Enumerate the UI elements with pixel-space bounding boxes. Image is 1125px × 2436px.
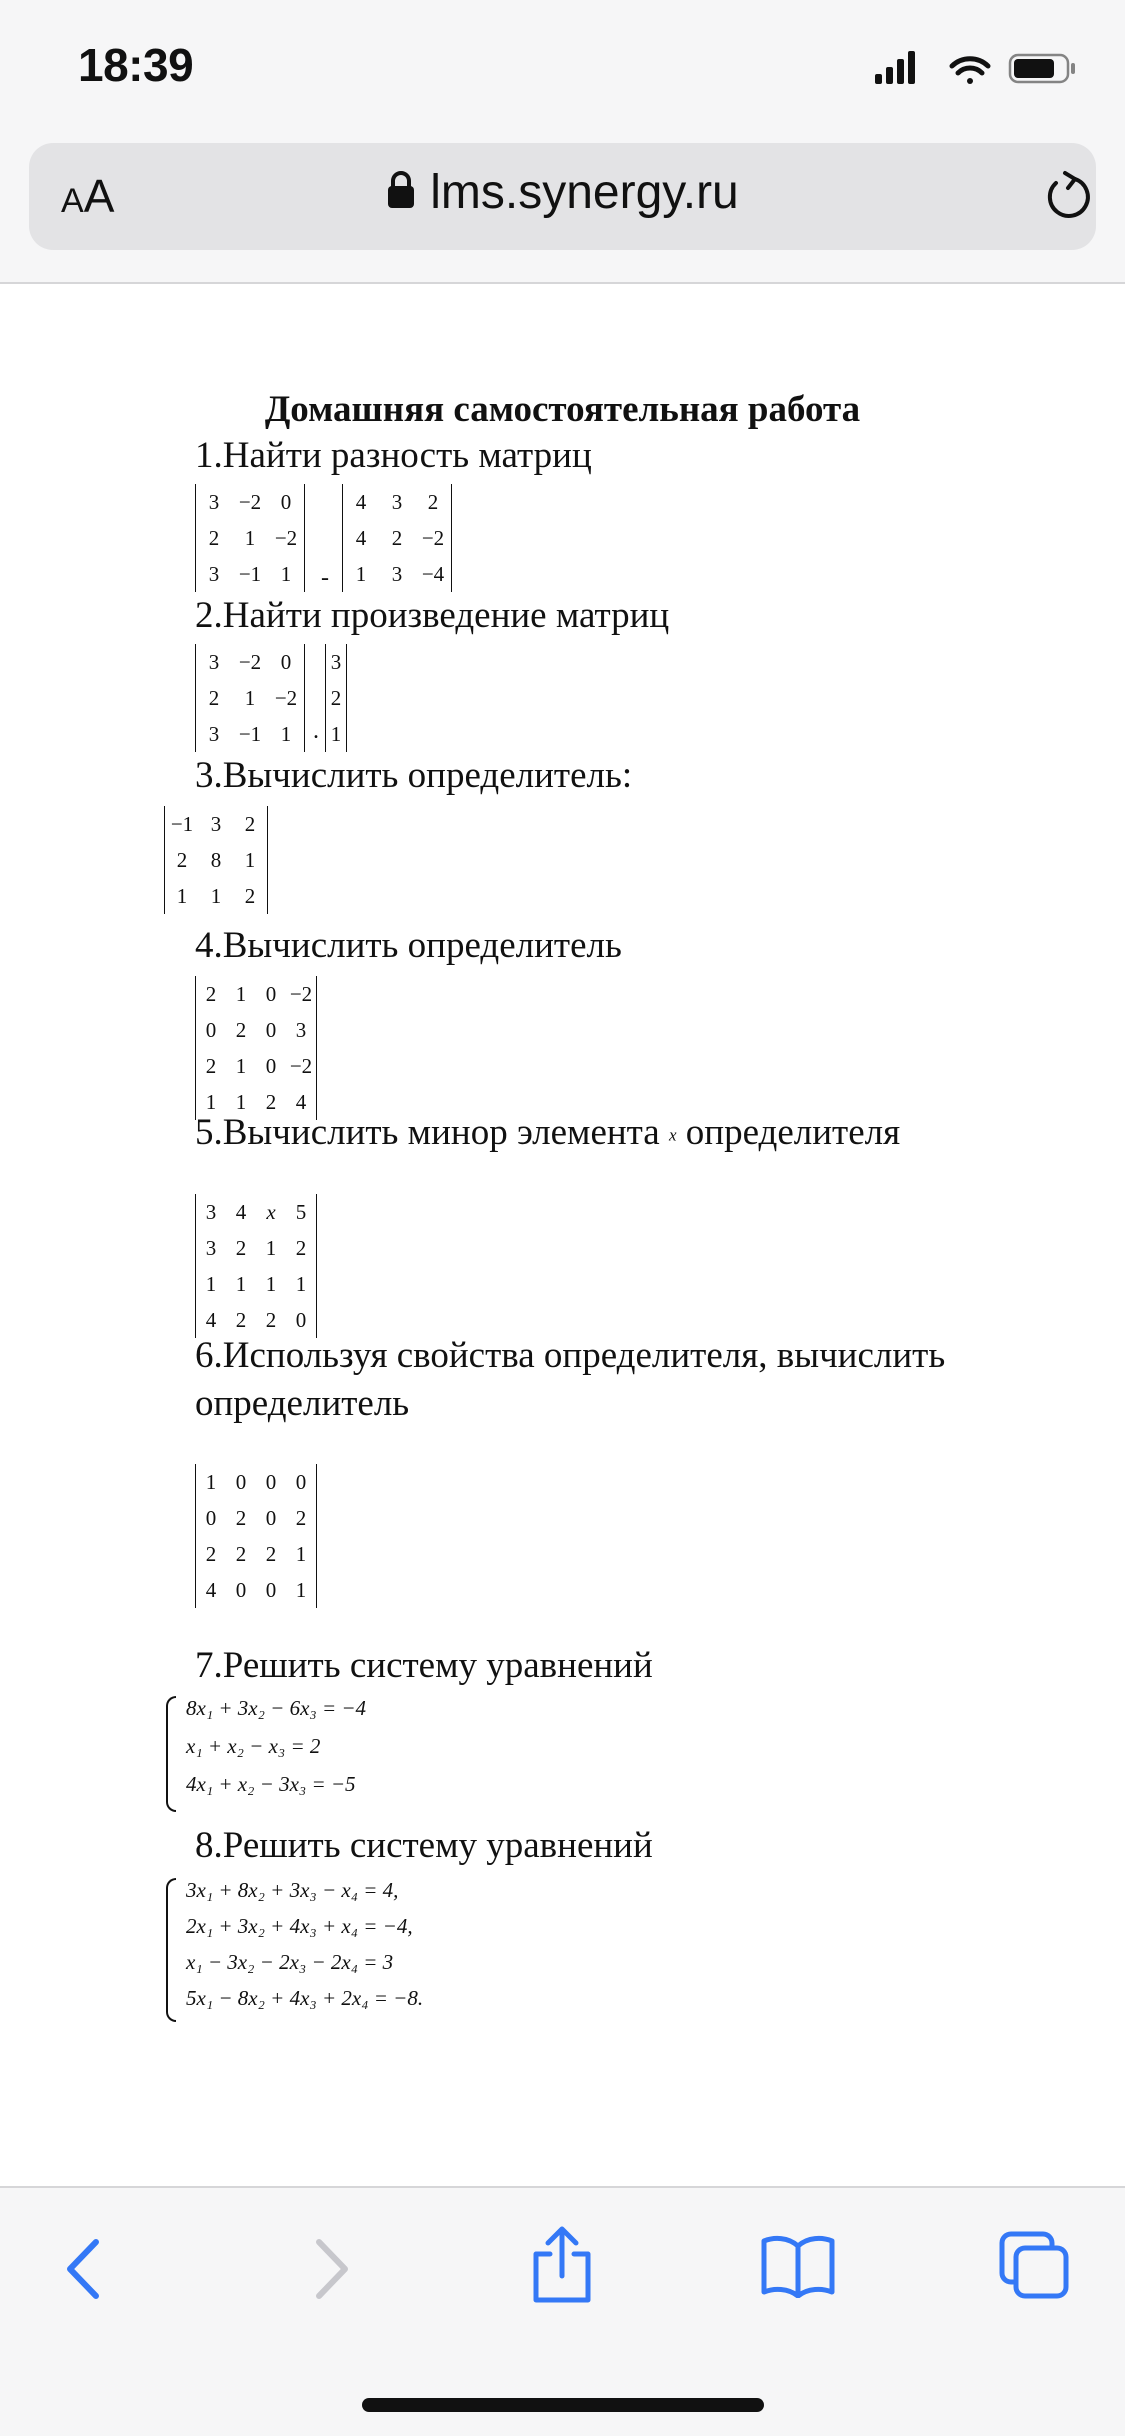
- task-5-element-x: x: [668, 1125, 677, 1145]
- aa-small-letter: A: [61, 182, 84, 220]
- battery-icon: [1010, 55, 1075, 82]
- task-3-heading: 3.Вычислить определитель:: [195, 755, 633, 796]
- matrix-cell: 2: [244, 811, 256, 836]
- matrix-cell: 3: [391, 489, 403, 514]
- matrix-cell: −4: [421, 561, 445, 586]
- home-indicator: [362, 2398, 764, 2412]
- matrix-cell: 1: [280, 561, 292, 586]
- matrix-cell: 0: [265, 1053, 277, 1078]
- matrix-cell: 1: [295, 1271, 307, 1296]
- task-8-system: [166, 1876, 486, 2026]
- task-2-matrix-b: [325, 644, 347, 752]
- matrix-row: [326, 644, 347, 680]
- matrix-row: [196, 1230, 317, 1266]
- matrix-row: [165, 842, 268, 878]
- matrix-cell: 2: [205, 981, 217, 1006]
- lock-icon: [386, 170, 416, 215]
- wifi-icon: [952, 59, 988, 84]
- task-6-heading-line-1: 6.Используя свойства определителя, вычислить: [195, 1335, 946, 1376]
- matrix-cell: 0: [235, 1469, 247, 1494]
- matrix-cell: 1: [205, 1271, 217, 1296]
- task-7-equation-2: x₁ + x₂ − x₃ = 2: [186, 1734, 321, 1758]
- matrix-cell: −2: [289, 981, 313, 1006]
- reload-icon[interactable]: [1043, 169, 1093, 228]
- matrix-cell: −2: [274, 525, 298, 550]
- task-6-heading-line-2: определитель: [195, 1383, 410, 1424]
- task-7-equation-3: 4x₁ + x₂ − 3x₃ = −5: [186, 1772, 356, 1796]
- url-field[interactable]: [29, 165, 1096, 220]
- matrix-row: [165, 806, 268, 842]
- matrix-row: [196, 1266, 317, 1302]
- matrix-row: [343, 520, 452, 556]
- chevron-left-icon: [60, 2234, 110, 2304]
- url-text: lms.synergy.ru: [430, 166, 739, 219]
- status-bar: [0, 0, 1125, 135]
- matrix-cell: 2: [391, 525, 403, 550]
- status-icons: [875, 48, 1080, 95]
- back-button[interactable]: [60, 2234, 110, 2309]
- bookmarks-button[interactable]: [760, 2232, 836, 2303]
- task-8-brace: [166, 1878, 176, 2022]
- matrix-cell: 4: [205, 1307, 217, 1332]
- matrix-cell: 1: [205, 1469, 217, 1494]
- task-7-brace: [166, 1696, 176, 1812]
- matrix-cell: −1: [238, 561, 262, 586]
- matrix-cell: 1: [235, 1089, 247, 1114]
- task-1-matrix-b: [342, 484, 452, 592]
- matrix-cell: 3: [208, 649, 220, 674]
- matrix-cell: 1: [235, 1053, 247, 1078]
- matrix-cell: 2: [295, 1235, 307, 1260]
- matrix-cell: −1: [170, 811, 194, 836]
- matrix-cell: 0: [295, 1469, 307, 1494]
- matrix-cell: 1: [355, 561, 367, 586]
- matrix-cell: −2: [289, 1053, 313, 1078]
- task-1-operator: -: [321, 565, 329, 591]
- task-5-determinant: [195, 1194, 317, 1338]
- matrix-cell: 1: [235, 981, 247, 1006]
- forward-button[interactable]: [305, 2234, 355, 2309]
- task-7-heading: 7.Решить систему уравнений: [195, 1645, 653, 1686]
- matrix-cell: 3: [391, 561, 403, 586]
- matrix-cell: x: [266, 1199, 276, 1224]
- status-time: 18:39: [78, 39, 194, 91]
- matrix-cell: 0: [265, 1469, 277, 1494]
- matrix-cell: 0: [280, 489, 292, 514]
- matrix-cell: 8: [210, 847, 222, 872]
- matrix-cell: 2: [295, 1505, 307, 1530]
- matrix-row: [196, 1194, 317, 1230]
- matrix-cell: −2: [238, 489, 262, 514]
- task-8-heading: 8.Решить систему уравнений: [195, 1825, 653, 1866]
- matrix-cell: 3: [208, 561, 220, 586]
- task-2-heading: 2.Найти произведение матриц: [195, 595, 670, 636]
- matrix-row: [196, 1572, 317, 1608]
- matrix-cell: 3: [210, 811, 222, 836]
- matrix-cell: 3: [208, 489, 220, 514]
- matrix-cell: 1: [265, 1235, 277, 1260]
- matrix-cell: 2: [176, 847, 188, 872]
- matrix-cell: 2: [205, 1053, 217, 1078]
- matrix-cell: 2: [427, 489, 439, 514]
- book-icon: [760, 2232, 836, 2298]
- matrix-cell: 1: [280, 721, 292, 746]
- matrix-cell: 1: [205, 1089, 217, 1114]
- matrix-row: [196, 1048, 317, 1084]
- matrix-row: [196, 520, 305, 556]
- task-8-equation-3: x₁ − 3x₂ − 2x₃ − 2x₄ = 3: [186, 1950, 394, 1974]
- matrix-cell: 3: [295, 1017, 307, 1042]
- task-5-heading-start: 5.Вычислить минор элемента: [195, 1112, 660, 1153]
- document-page: [0, 284, 1125, 2186]
- task-2-operator: .: [313, 718, 319, 744]
- task-8-equation-1: 3x₁ + 8x₂ + 3x₃ − x₄ = 4,: [186, 1878, 399, 1902]
- matrix-cell: 3: [205, 1235, 217, 1260]
- matrix-row: [196, 1012, 317, 1048]
- matrix-cell: 2: [208, 685, 220, 710]
- document-title: Домашняя самостоятельная работа: [264, 389, 861, 430]
- matrix-cell: 1: [244, 685, 256, 710]
- matrix-row: [196, 680, 305, 716]
- cellular-signal-icon: [875, 51, 915, 84]
- task-8-equation-2: 2x₁ + 3x₂ + 4x₃ + x₄ = −4,: [186, 1914, 413, 1938]
- task-4-heading: 4.Вычислить определитель: [195, 925, 622, 966]
- task-6-determinant: [195, 1464, 317, 1608]
- matrix-cell: 0: [205, 1505, 217, 1530]
- chevron-right-icon: [305, 2234, 355, 2304]
- matrix-cell: 0: [280, 649, 292, 674]
- matrix-cell: 0: [235, 1577, 247, 1602]
- matrix-cell: 0: [205, 1017, 217, 1042]
- matrix-cell: 1: [244, 525, 256, 550]
- matrix-cell: 4: [355, 525, 367, 550]
- matrix-cell: 0: [295, 1307, 307, 1332]
- matrix-cell: −2: [421, 525, 445, 550]
- matrix-row: [196, 484, 305, 520]
- matrix-cell: 4: [355, 489, 367, 514]
- share-icon: [530, 2226, 594, 2304]
- matrix-cell: 4: [295, 1089, 307, 1114]
- matrix-cell: 0: [265, 1017, 277, 1042]
- matrix-cell: 1: [265, 1271, 277, 1296]
- matrix-cell: −2: [238, 649, 262, 674]
- matrix-cell: 2: [205, 1541, 217, 1566]
- matrix-cell: 2: [265, 1541, 277, 1566]
- matrix-row: [343, 484, 452, 520]
- tabs-icon: [998, 2230, 1070, 2300]
- task-2-matrix-a: [195, 644, 305, 752]
- matrix-row: [326, 680, 347, 716]
- matrix-cell: 4: [235, 1199, 247, 1224]
- matrix-cell: 1: [330, 721, 342, 746]
- task-3-determinant: [164, 806, 268, 914]
- matrix-cell: 2: [330, 685, 342, 710]
- matrix-cell: 5: [295, 1199, 307, 1224]
- tabs-button[interactable]: [998, 2230, 1070, 2305]
- matrix-cell: 2: [244, 883, 256, 908]
- matrix-cell: 2: [208, 525, 220, 550]
- matrix-row: [196, 1302, 317, 1338]
- share-button[interactable]: [530, 2226, 594, 2309]
- matrix-row: [196, 976, 317, 1012]
- task-5-heading-end: определителя: [685, 1112, 901, 1153]
- matrix-cell: 1: [235, 1271, 247, 1296]
- status-indicators: [875, 48, 1080, 90]
- matrix-cell: 2: [235, 1541, 247, 1566]
- matrix-cell: −1: [238, 721, 262, 746]
- task-8-equation-4: 5x₁ − 8x₂ + 4x₃ + 2x₄ = −8.: [186, 1986, 424, 2010]
- task-1-matrix-a: [195, 484, 305, 592]
- matrix-cell: 0: [265, 1505, 277, 1530]
- task-7-equation-1: 8x₁ + 3x₂ − 6x₃ = −4: [186, 1696, 367, 1720]
- matrix-cell: 2: [235, 1307, 247, 1332]
- matrix-row: [196, 1500, 317, 1536]
- matrix-cell: 1: [176, 883, 188, 908]
- matrix-cell: 2: [265, 1307, 277, 1332]
- matrix-row: [196, 716, 305, 752]
- matrix-cell: 0: [265, 981, 277, 1006]
- matrix-row: [196, 556, 305, 592]
- matrix-cell: 3: [205, 1199, 217, 1224]
- task-1-heading: 1.Найти разность матриц: [195, 435, 592, 476]
- matrix-cell: 2: [235, 1505, 247, 1530]
- matrix-cell: 0: [265, 1577, 277, 1602]
- matrix-row: [165, 878, 268, 914]
- matrix-cell: −2: [274, 685, 298, 710]
- matrix-cell: 1: [295, 1577, 307, 1602]
- task-4-determinant: [195, 976, 317, 1120]
- matrix-row: [326, 716, 347, 752]
- matrix-row: [196, 1536, 317, 1572]
- matrix-cell: 2: [265, 1089, 277, 1114]
- matrix-cell: 1: [295, 1541, 307, 1566]
- aa-large-letter: A: [83, 170, 115, 222]
- task-5-heading: [195, 1111, 900, 1154]
- matrix-cell: 1: [244, 847, 256, 872]
- matrix-cell: 4: [205, 1577, 217, 1602]
- task-7-system: [166, 1694, 466, 1814]
- matrix-cell: 1: [210, 883, 222, 908]
- matrix-row: [343, 556, 452, 592]
- address-bar[interactable]: [29, 143, 1096, 250]
- matrix-row: [196, 644, 305, 680]
- matrix-cell: 2: [235, 1235, 247, 1260]
- matrix-cell: 2: [235, 1017, 247, 1042]
- matrix-cell: 3: [208, 721, 220, 746]
- matrix-cell: 3: [330, 649, 342, 674]
- matrix-row: [196, 1464, 317, 1500]
